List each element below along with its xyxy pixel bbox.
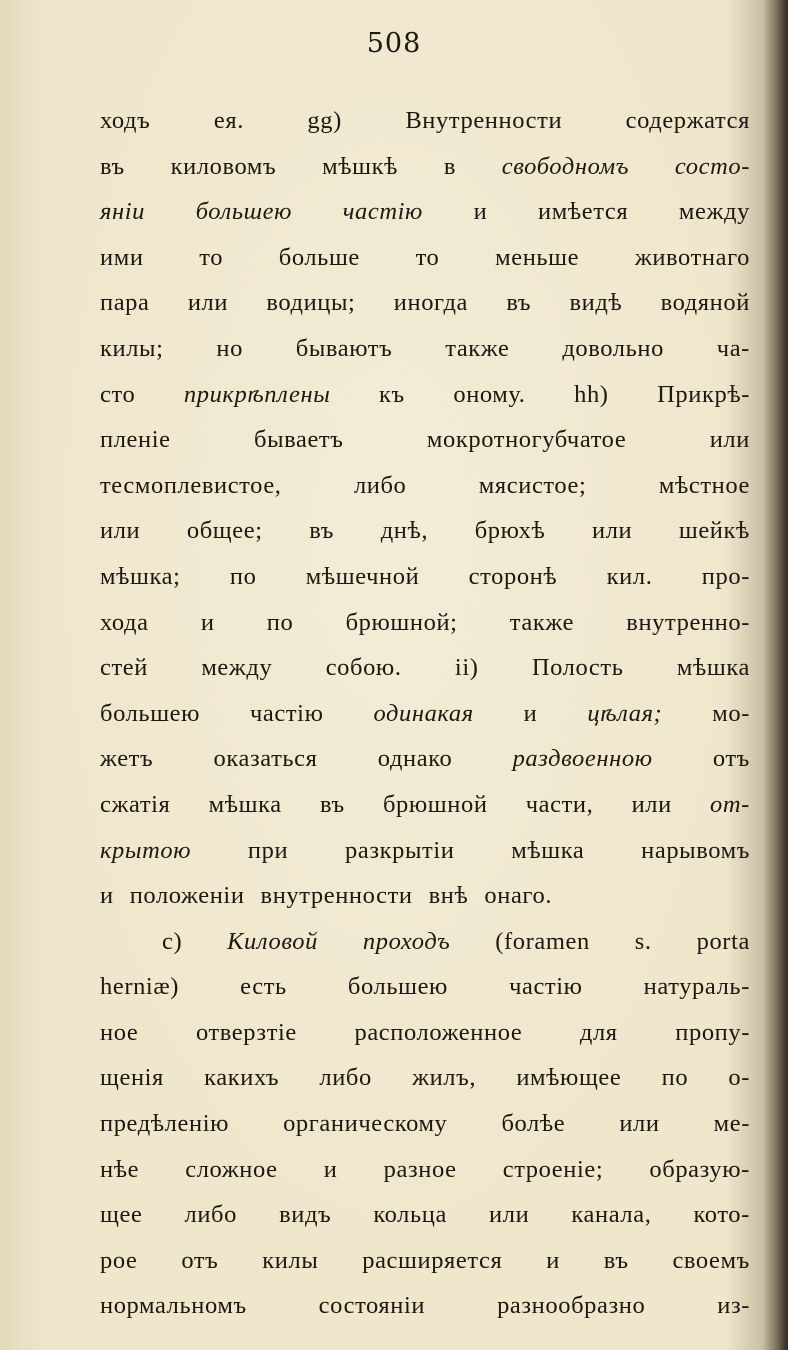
text-word: или	[489, 1201, 530, 1229]
text-line	[100, 1147, 750, 1193]
text-word: отъ	[181, 1246, 219, 1274]
text-word: по	[661, 1064, 689, 1092]
text-word: то	[199, 243, 224, 271]
text-word: щее	[100, 1201, 143, 1229]
text-word: ея.	[213, 107, 244, 134]
text-line	[100, 1283, 750, 1329]
text-word: мѣстное	[658, 471, 750, 499]
text-word: крытою	[100, 836, 192, 864]
text-word: части,	[525, 790, 594, 818]
text-word: сжатія	[100, 790, 171, 818]
text-line	[100, 1192, 750, 1238]
text-word: нѣе	[100, 1155, 140, 1183]
text-word: мо-	[712, 699, 750, 727]
text-word: килы	[262, 1246, 319, 1274]
text-word: между	[678, 198, 750, 226]
text-word: въ	[506, 289, 532, 317]
text-word: брюшной	[382, 790, 488, 818]
text-word: водицы;	[266, 289, 356, 317]
text-word: хода	[100, 608, 149, 636]
text-word: или	[631, 790, 672, 818]
text-word: ме-	[713, 1110, 750, 1138]
text-word: и	[473, 198, 488, 226]
text-word: свободномъ	[501, 152, 630, 180]
text-word: мѣшка	[208, 790, 282, 818]
text-word: состо-	[674, 152, 750, 180]
text-word: пленіе	[100, 426, 171, 454]
text-word: Киловой	[227, 927, 318, 955]
text-word: къ	[379, 380, 405, 408]
text-word: сто	[100, 380, 136, 408]
text-word: ное	[100, 1018, 139, 1046]
text-word: и	[546, 1246, 560, 1274]
text-word: расположенное	[354, 1018, 523, 1046]
text-word: про-	[701, 562, 750, 590]
text-word: по	[266, 608, 294, 636]
text-word: большею	[347, 973, 448, 1001]
text-word: онаго.	[484, 882, 553, 910]
text-word: болѣе	[501, 1110, 566, 1138]
text-word: положеніи	[129, 882, 245, 910]
text-word: видѣ	[569, 289, 623, 317]
text-word: пара	[100, 289, 150, 317]
text-line	[100, 919, 750, 965]
text-word: кольца	[373, 1201, 447, 1229]
text-line	[100, 691, 750, 737]
text-word: въ	[309, 517, 335, 545]
text-word: разное	[383, 1155, 457, 1183]
text-word: s.	[634, 927, 652, 955]
text-word: большею	[195, 198, 293, 226]
text-word: цѣлая;	[587, 699, 663, 727]
text-word: собою.	[325, 654, 402, 682]
text-word: предѣленію	[100, 1110, 230, 1138]
text-line	[100, 1055, 750, 1101]
text-word: образую-	[649, 1155, 750, 1183]
text-word: разнообразно	[497, 1292, 646, 1320]
text-word: между	[201, 654, 273, 682]
text-line	[100, 98, 750, 144]
text-word: внутренно-	[626, 608, 750, 636]
text-word: общее;	[186, 517, 263, 545]
text-word: для	[579, 1018, 618, 1046]
text-word: въ	[319, 790, 345, 818]
text-word: яніи	[100, 198, 145, 226]
text-word: состояніи	[318, 1292, 426, 1320]
text-word: щенія	[100, 1064, 164, 1092]
text-word: оному.	[453, 380, 526, 408]
text-line	[100, 1238, 750, 1284]
text-word: или	[100, 517, 141, 545]
text-word: либо	[353, 471, 407, 499]
text-word: довольно	[562, 334, 664, 362]
text-word: ими	[100, 243, 144, 271]
text-word: Внутренности	[405, 107, 563, 134]
text-word: по	[229, 562, 257, 590]
text-line	[100, 235, 750, 281]
text-word: пропу-	[675, 1018, 750, 1046]
text-word: шейкѣ	[678, 517, 750, 545]
text-word: киловомъ	[170, 152, 277, 180]
text-line	[100, 417, 750, 463]
text-word: или	[619, 1110, 660, 1138]
text-line	[100, 326, 750, 372]
text-word: мѣшка	[676, 654, 750, 682]
text-word: от-	[710, 790, 750, 818]
text-word: однако	[377, 745, 453, 773]
text-word: мѣшка	[511, 836, 585, 864]
text-word: сложное	[185, 1155, 278, 1183]
text-word: меньше	[495, 243, 580, 271]
text-word: herniæ)	[100, 973, 180, 1001]
text-line	[100, 189, 750, 235]
text-word: кил.	[606, 562, 653, 590]
text-line	[100, 600, 750, 646]
text-word: канала,	[571, 1201, 652, 1229]
text-line	[100, 964, 750, 1010]
text-word: или	[591, 517, 633, 545]
text-word: из-	[717, 1292, 750, 1320]
text-word: брюшной;	[345, 608, 458, 636]
text-word: частію	[342, 198, 423, 226]
text-word: расширяется	[362, 1246, 503, 1274]
text-word: органическому	[283, 1110, 448, 1138]
text-word: porta	[696, 927, 750, 955]
text-word: также	[445, 334, 510, 362]
text-word: есть	[240, 973, 287, 1001]
text-line	[100, 828, 750, 874]
text-word: частію	[509, 973, 583, 1001]
text-line	[100, 645, 750, 691]
text-word: бываютъ	[295, 334, 393, 362]
text-word: Полость	[531, 654, 624, 682]
text-word: сторонѣ	[468, 562, 558, 590]
text-word: отверзтіе	[195, 1018, 297, 1046]
text-word: мокротногубчатое	[426, 426, 627, 454]
text-word: нормальномъ	[100, 1292, 247, 1320]
text-word: либо	[319, 1064, 372, 1092]
text-word: видъ	[279, 1201, 332, 1229]
text-word: имѣется	[538, 198, 629, 226]
text-word: или	[187, 289, 229, 317]
text-word: въ	[603, 1246, 629, 1274]
text-word: мѣшка;	[100, 562, 181, 590]
text-word: частію	[250, 699, 324, 727]
text-word: и	[200, 608, 215, 636]
text-line	[100, 1101, 750, 1147]
page-number: 508	[366, 28, 422, 59]
text-word: содержатся	[625, 107, 750, 134]
text-word: проходъ	[362, 927, 451, 955]
text-line	[100, 508, 750, 554]
text-word: и	[100, 882, 114, 910]
text-line	[100, 1010, 750, 1056]
text-word: одинакая	[373, 699, 474, 727]
text-word: внѣ	[428, 882, 469, 910]
text-word: (foramen	[495, 927, 590, 955]
page-edge-shadow	[762, 0, 788, 1350]
text-word: gg)	[307, 107, 342, 134]
text-word: мѣшечной	[305, 562, 420, 590]
text-word: имѣющее	[516, 1064, 622, 1092]
text-word: и	[323, 1155, 338, 1183]
text-word: мясистое;	[478, 471, 587, 499]
text-word: какихъ	[204, 1064, 280, 1092]
text-word: внутренности	[260, 882, 413, 910]
text-word: hh)	[574, 380, 609, 408]
text-word: и	[523, 699, 538, 727]
text-word: водяной	[660, 289, 750, 317]
text-word: мѣшкѣ	[322, 152, 398, 180]
text-line	[100, 280, 750, 326]
text-word: животнаго	[634, 243, 750, 271]
text-word: оказаться	[213, 745, 318, 773]
text-word: рое	[100, 1246, 138, 1274]
text-word: натураль-	[643, 973, 750, 1001]
text-word: бываетъ	[254, 426, 344, 454]
text-word: при	[247, 836, 289, 864]
text-word: либо	[184, 1201, 237, 1229]
text-word: ча-	[716, 334, 750, 362]
text-word: Прикрѣ-	[657, 380, 750, 408]
text-word: тесмоплевистое,	[100, 471, 282, 499]
text-word: то	[415, 243, 440, 271]
text-line	[100, 554, 750, 600]
text-line	[100, 782, 750, 828]
body-text	[100, 98, 750, 1329]
text-line	[100, 144, 750, 190]
text-line	[100, 463, 750, 509]
text-word: своемъ	[672, 1246, 750, 1274]
text-word: строеніе;	[502, 1155, 604, 1183]
text-word: также	[509, 608, 575, 636]
text-word: иногда	[393, 289, 469, 317]
text-word: нарывомъ	[641, 836, 750, 864]
text-word: больше	[278, 243, 360, 271]
text-word: о-	[728, 1064, 750, 1092]
text-word: въ	[100, 152, 125, 180]
text-line	[100, 372, 750, 418]
text-word: раздвоенною	[512, 745, 653, 773]
text-line	[100, 736, 750, 782]
text-word: стей	[100, 654, 148, 682]
text-word: ходъ	[100, 107, 151, 134]
text-word: c)	[162, 927, 183, 955]
text-word: разкрытіи	[345, 836, 455, 864]
text-word: прикрѣплены	[183, 380, 331, 408]
text-word: большею	[100, 699, 201, 727]
text-word: брюхѣ	[474, 517, 546, 545]
text-word: или	[709, 426, 750, 454]
text-word: жилъ,	[412, 1064, 477, 1092]
text-word: но	[216, 334, 243, 362]
text-word: жетъ	[100, 745, 154, 773]
text-word: килы;	[100, 334, 164, 362]
text-word: отъ	[712, 745, 750, 773]
text-word: днѣ,	[380, 517, 429, 545]
text-word: кото-	[693, 1201, 750, 1229]
text-word: в	[443, 152, 456, 180]
text-line	[100, 873, 750, 919]
text-word: ii)	[454, 654, 479, 682]
